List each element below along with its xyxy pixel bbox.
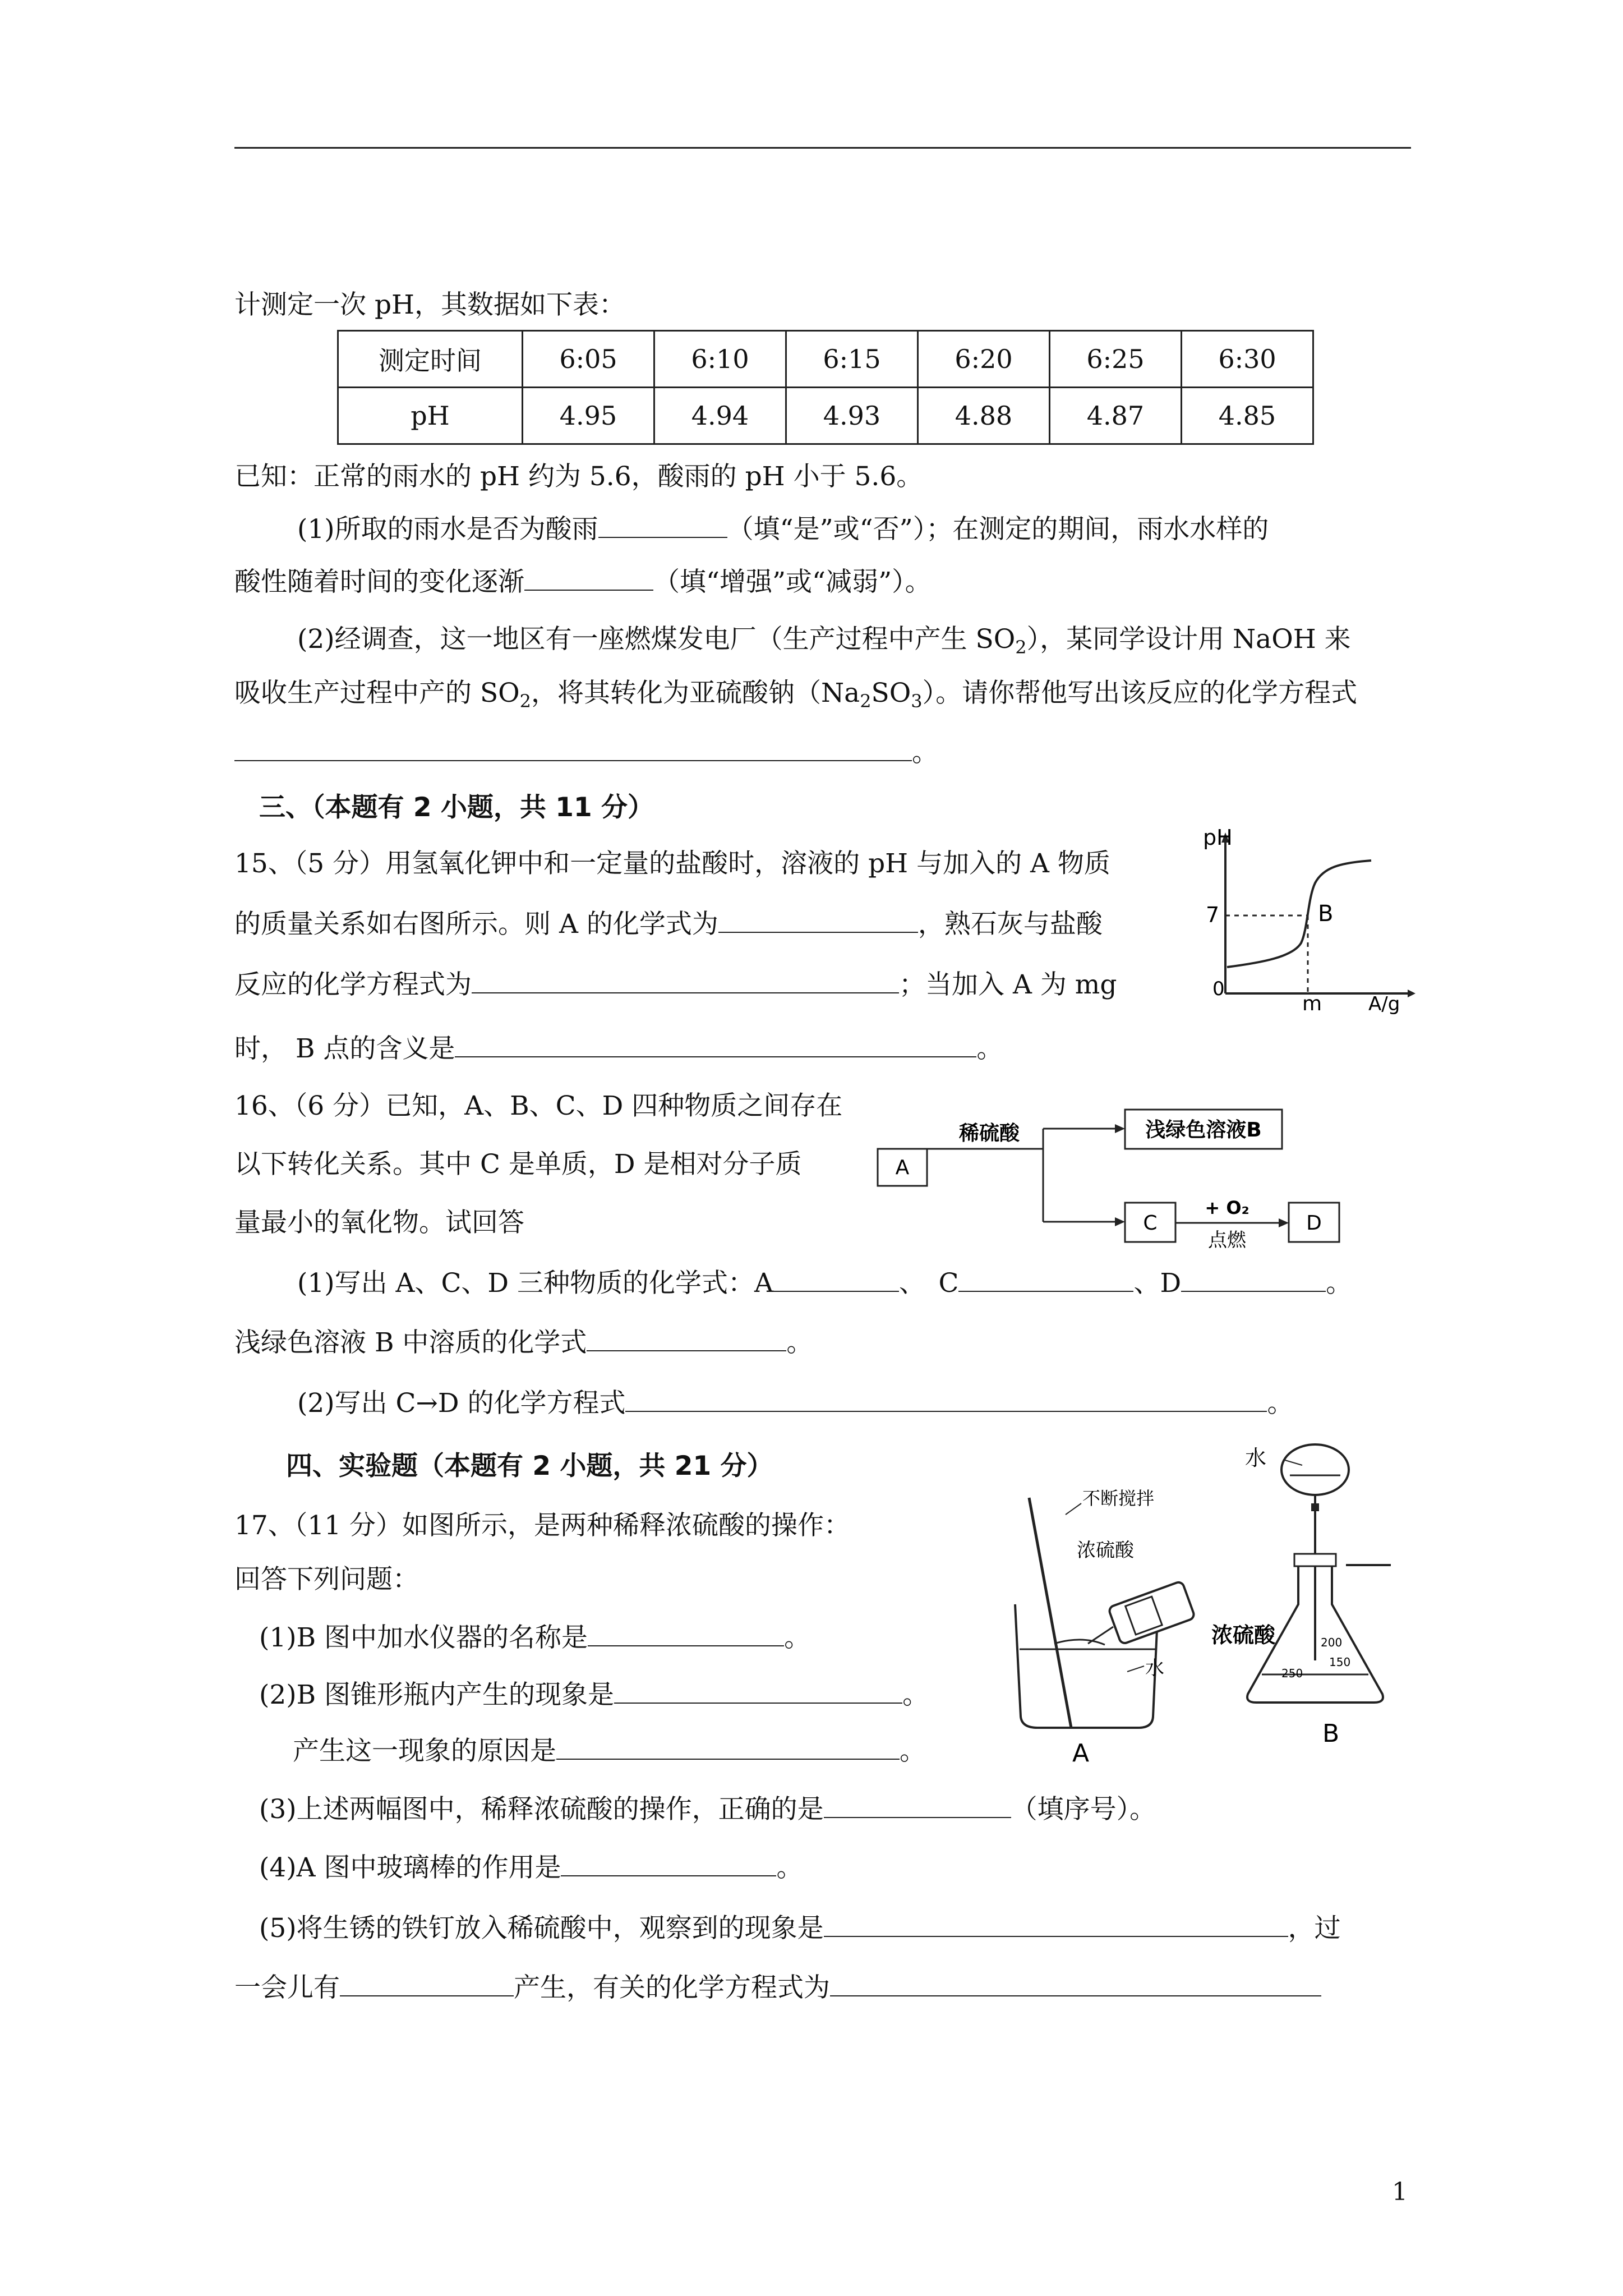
- q17-line8: [259, 1911, 1341, 1947]
- x-axis-arrow: [1408, 990, 1415, 997]
- q14-answer-line: [234, 735, 938, 771]
- q17-text: (1)B 图中加水仪器的名称是: [259, 1622, 588, 1653]
- q17-text: 。: [902, 1680, 929, 1710]
- q14-text: ）。请你帮他写出该反应的化学方程式: [922, 678, 1358, 708]
- q14-text: SO: [871, 678, 911, 708]
- q16-line4: [297, 1266, 1352, 1301]
- q17-line2: 回答下列问题：: [234, 1564, 419, 1595]
- q17-line5: [293, 1733, 926, 1769]
- ph-curve-graph: [1200, 822, 1413, 1023]
- subscript: 2: [860, 691, 872, 712]
- answer-blank[interactable]: [958, 1266, 1133, 1292]
- conversion-diagram: [875, 1099, 1408, 1262]
- answer-blank[interactable]: [1181, 1266, 1326, 1292]
- section-4-heading: 四、实验题（本题有 2 小题，共 21 分）: [286, 1451, 773, 1481]
- origin-label: 0: [1212, 978, 1225, 1000]
- answer-blank[interactable]: [598, 512, 727, 538]
- answer-blank[interactable]: [614, 1678, 902, 1704]
- q17-text: (4)A 图中玻璃棒的作用是: [259, 1852, 561, 1883]
- ignite-label: 点燃: [1208, 1229, 1246, 1251]
- answer-blank[interactable]: [824, 1792, 1011, 1818]
- q15-text: ；当加入 A 为 mg: [899, 969, 1117, 1000]
- table-cell: 4.88: [918, 388, 1050, 444]
- q14-part1-line1: [297, 512, 1269, 547]
- separatory-funnel: [1281, 1444, 1349, 1495]
- flask-mark: 250: [1281, 1667, 1303, 1680]
- q15-text: 时， B 点的含义是: [234, 1033, 455, 1064]
- arrow-head-b: [1115, 1124, 1125, 1133]
- table-row-time: [338, 331, 1313, 388]
- q17-text: 产生，有关的化学方程式为: [514, 1972, 830, 2003]
- q16-line6: [297, 1386, 1293, 1421]
- answer-blank[interactable]: [588, 1621, 784, 1646]
- q17-line6: [259, 1792, 1156, 1828]
- q16-text: 。: [786, 1327, 813, 1358]
- stir-swirl: [1054, 1640, 1105, 1645]
- q15-text: ，熟石灰与盐酸: [917, 909, 1103, 940]
- table-cell: 6:05: [523, 331, 654, 388]
- table-cell: 4.87: [1050, 388, 1182, 444]
- q17-text: 。: [784, 1622, 811, 1653]
- answer-blank[interactable]: [524, 565, 653, 591]
- acid-label-a: 浓硫酸: [1077, 1539, 1134, 1562]
- answer-blank[interactable]: [234, 735, 912, 761]
- q16-text: 。: [1326, 1268, 1353, 1299]
- answer-blank[interactable]: [556, 1734, 900, 1760]
- reagent-label: 稀硫酸: [959, 1122, 1020, 1145]
- q14-text: (2)经调查，这一地区有一座燃煤发电厂（生产过程中产生 SO: [297, 624, 1016, 655]
- x-axis-label: A/g: [1368, 993, 1400, 1015]
- figure-b-label: B: [1322, 1719, 1340, 1748]
- glass-rod: [1029, 1498, 1071, 1728]
- water-pointer-a: [1127, 1666, 1144, 1672]
- table-row-ph: [338, 388, 1313, 444]
- q14-part2-line2: [234, 675, 1357, 719]
- q17-line4: [259, 1677, 929, 1713]
- answer-blank[interactable]: [824, 1911, 1288, 1937]
- table-cell: 4.94: [654, 388, 786, 444]
- q17-text: (5)将生锈的铁钉放入稀硫酸中，观察到的现象是: [259, 1913, 824, 1944]
- q16-line1: 16、（6 分）已知，A、B、C、D 四种物质之间存在: [234, 1091, 843, 1121]
- figure-b-dilution: [1200, 1419, 1436, 1750]
- subscript: 3: [911, 691, 923, 712]
- figure-a-label: A: [1072, 1739, 1090, 1768]
- arrow-head-c: [1115, 1217, 1125, 1226]
- q17-text: (2)B 图锥形瓶内产生的现象是: [259, 1680, 615, 1710]
- q17-text: 产生这一现象的原因是: [293, 1736, 556, 1766]
- ph-curve: [1227, 861, 1371, 967]
- box-d-label: D: [1306, 1212, 1322, 1235]
- q16-text: 浅绿色溶液 B 中溶质的化学式: [234, 1327, 587, 1358]
- q14-text: ，将其转化为亚硫酸钠（Na: [531, 678, 860, 708]
- y-axis-label: pH: [1203, 825, 1233, 850]
- q14-text: （填“增强”或“减弱”）。: [653, 567, 932, 597]
- q17-line1: 17、（11 分）如图所示，是两种稀释浓硫酸的操作：: [234, 1510, 851, 1541]
- q17-line7: [259, 1850, 803, 1886]
- answer-blank[interactable]: [587, 1326, 786, 1351]
- table-cell: 6:10: [654, 331, 786, 388]
- y-tick-7: 7: [1206, 903, 1220, 927]
- section-3-heading: 三、（本题有 2 小题，共 11 分）: [259, 792, 654, 823]
- q15-line1: 15、（5 分）用氢氧化钾中和一定量的盐酸时，溶液的 pH 与加入的 A 物质: [234, 848, 1110, 879]
- q14-text: 酸性随着时间的变化逐渐: [234, 567, 524, 597]
- answer-blank[interactable]: [625, 1386, 1267, 1412]
- q16-line5: [234, 1325, 813, 1361]
- q17-text: 。: [776, 1852, 803, 1883]
- q14-part1-line2: [234, 564, 932, 600]
- answer-blank[interactable]: [472, 968, 899, 993]
- table-cell: 4.93: [786, 388, 918, 444]
- header-rule: [234, 147, 1411, 149]
- q16-line3: 量最小的氧化物。试回答: [234, 1207, 524, 1238]
- water-label-a: 水: [1145, 1657, 1164, 1680]
- q17-text: ，过: [1288, 1913, 1341, 1944]
- arrow-head-d: [1279, 1218, 1289, 1227]
- table-cell-label: pH: [338, 388, 523, 444]
- q17-text: 。: [900, 1736, 926, 1766]
- page-number: 1: [1392, 2178, 1408, 2206]
- answer-blank[interactable]: [718, 907, 918, 933]
- plus-o2-label: + O₂: [1205, 1197, 1249, 1218]
- box-a-label: A: [895, 1156, 910, 1179]
- q16-text: 、D: [1133, 1268, 1182, 1299]
- stir-label: 不断搅拌: [1082, 1488, 1155, 1509]
- acid-bottle: [1108, 1581, 1195, 1645]
- table-cell: 6:30: [1182, 331, 1313, 388]
- table-cell-label: 测定时间: [338, 331, 523, 388]
- q16-text: (2)写出 C→D 的化学方程式: [297, 1388, 626, 1419]
- flask-mark: 150: [1329, 1655, 1351, 1669]
- pouring-stream: [1088, 1627, 1113, 1644]
- answer-blank[interactable]: [340, 1971, 514, 1996]
- q14-text: 。: [912, 737, 938, 768]
- q15-text: 。: [976, 1033, 1003, 1064]
- table-cell: 6:25: [1050, 331, 1182, 388]
- q17-line3: [259, 1620, 810, 1656]
- subscript: 2: [1015, 637, 1027, 658]
- box-c-label: C: [1143, 1212, 1158, 1235]
- ph-data-table: [337, 330, 1314, 445]
- q15-line3: [234, 967, 1117, 1003]
- q16-text: 、 C: [898, 1268, 959, 1299]
- q16-text: 。: [1267, 1388, 1294, 1419]
- q17-text: （填序号）。: [1011, 1794, 1156, 1825]
- intro-text: 计测定一次 pH，其数据如下表：: [234, 289, 626, 320]
- table-cell: 4.85: [1182, 388, 1313, 444]
- box-b-label: 浅绿色溶液B: [1145, 1119, 1262, 1142]
- stopper: [1294, 1554, 1336, 1566]
- q14-text: （填“是”或“否”）；在测定的期间，雨水水样的: [727, 514, 1269, 545]
- q16-line2: 以下转化关系。其中 C 是单质，D 是相对分子质: [234, 1149, 802, 1180]
- stir-pointer: [1066, 1503, 1081, 1515]
- q14-text: ），某同学设计用 NaOH 来: [1026, 624, 1351, 655]
- q15-text: 的质量关系如右图所示。则 A 的化学式为: [234, 909, 718, 940]
- subscript: 2: [519, 691, 532, 712]
- q17-text: 一会儿有: [234, 1972, 340, 2003]
- q15-text: 反应的化学方程式为: [234, 969, 472, 1000]
- flask-mark: 200: [1321, 1636, 1343, 1649]
- answer-blank[interactable]: [773, 1266, 899, 1292]
- q14-text: (1)所取的雨水是否为酸雨: [297, 514, 598, 545]
- answer-blank[interactable]: [455, 1032, 976, 1057]
- stopcock: [1311, 1503, 1319, 1511]
- water-label-b: 水: [1245, 1446, 1267, 1470]
- q14-text: 吸收生产过程中产的 SO: [234, 678, 520, 708]
- table-cell: 6:20: [918, 331, 1050, 388]
- known-text: 已知：正常的雨水的 pH 约为 5.6，酸雨的 pH 小于 5.6。: [234, 461, 923, 492]
- table-cell: 6:15: [786, 331, 918, 388]
- answer-blank[interactable]: [561, 1851, 776, 1876]
- q16-text: (1)写出 A、C、D 三种物质的化学式：A: [297, 1268, 773, 1299]
- q17-text: (3)上述两幅图中，稀释浓硫酸的操作，正确的是: [259, 1794, 824, 1825]
- table-cell: 4.95: [523, 388, 654, 444]
- q14-part2-line1: [297, 622, 1351, 665]
- answer-blank[interactable]: [830, 1971, 1321, 1996]
- x-tick-m: m: [1302, 992, 1322, 1015]
- point-b-label: B: [1318, 901, 1334, 927]
- acid-label-b: 浓硫酸: [1211, 1623, 1276, 1648]
- q15-line4: [234, 1031, 1003, 1067]
- q17-line9: [234, 1970, 1321, 2006]
- q15-line2: [234, 907, 1103, 942]
